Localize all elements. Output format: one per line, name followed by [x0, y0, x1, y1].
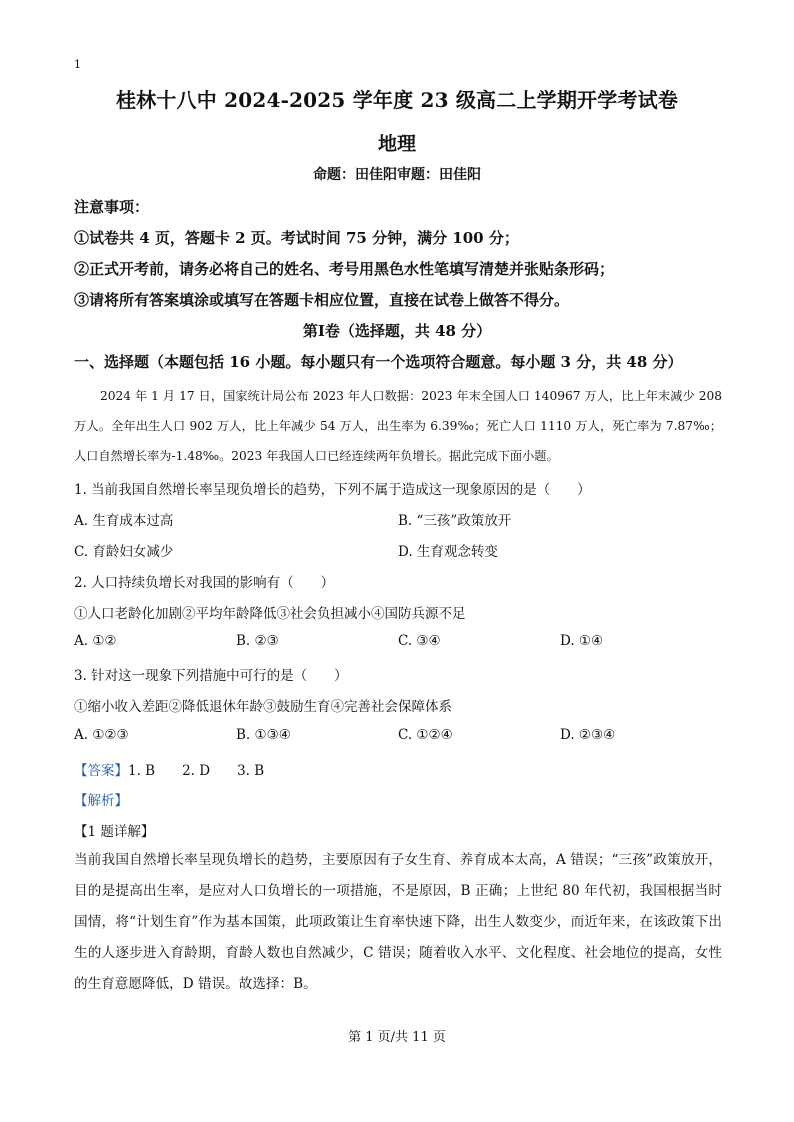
option-d: D. 生育观念转变: [398, 544, 498, 560]
answer-text: 1. B 2. D 3. B: [128, 763, 265, 779]
option-c: C. 育龄妇女减少: [74, 544, 174, 560]
option-b: B. ①③④: [236, 727, 291, 743]
option-a: A. 生育成本过高: [74, 513, 174, 529]
option-a: A. ①②③: [74, 727, 129, 743]
option-a: A. ①②: [74, 633, 117, 649]
subject-title: 地理: [377, 133, 416, 155]
question-statements: ①人口老龄化加剧②平均年龄降低③社会负担减小④国防兵源不足: [74, 606, 466, 622]
notice-heading: 注意事项：: [74, 198, 150, 216]
section-title: 第Ⅰ卷（选择题，共 48 分）: [302, 322, 492, 340]
reading-material: 2024 年 1 月 17 日，国家统计局公布 2023 年人口数据：2023 年末全国人口 140967 万人，比上年末减少 208 万人。全年出生人口 902 万人，比上年减少 54 万人，出生率为 6.39‰；死亡人口 1110 万人，死亡率为 7.87‰；人口自然增长率为-1.48‰。2023 年我国人口已经连续两年负增长。据此完成下面小题。: [74, 389, 722, 463]
authors-line: 命题：田佳阳审题：田佳阳: [313, 167, 481, 183]
option-d: D. ①④: [560, 633, 604, 649]
notice-item: ①试卷共 4 页，答题卡 2 页。考试时间 75 分钟，满分 100 分；: [74, 229, 519, 247]
option-c: C. ①②④: [398, 727, 453, 743]
option-b: B. “三孩”政策放开: [398, 513, 512, 529]
answer-tag: 【答案】: [74, 763, 128, 779]
question-stem: 1. 当前我国自然增长率呈现负增长的趋势，下列不属于造成这一现象原因的是（ ）: [74, 482, 591, 498]
exam-title: 桂林十八中 2024-2025 学年度 23 级高二上学期开学考试卷: [115, 88, 679, 112]
notice-item: ③请将所有答案填涂或填写在答题卡相应位置，直接在试卷上做答不得分。: [74, 291, 570, 309]
answer-line: [74, 759, 264, 779]
detail-heading: 【1 题详解】: [74, 824, 155, 840]
option-b: B. ②③: [236, 633, 279, 649]
page-marker: 1: [74, 58, 81, 71]
question-stem: 3. 针对这一现象下列措施中可行的是（ ）: [74, 668, 348, 684]
analysis-tag: 【解析】: [74, 793, 128, 809]
question-statements: ①缩小收入差距②降低退休年龄③鼓励生育④完善社会保障体系: [74, 699, 452, 715]
option-c: C. ③④: [398, 633, 441, 649]
question-type-heading: 一、选择题（本题包括 16 小题。每小题只有一个选项符合题意。每小题 3 分，共 48 分）: [74, 353, 683, 371]
detail-text: 当前我国自然增长率呈现负增长的趋势，主要原因有子女生育、养育成本太高，A 错误；“三孩”政策放开，目的是提高出生率，是应对人口负增长的一项措施，不是原因，B 正确；上世纪 80 年代初，我国根据当时国情，将“计划生育”作为基本国策，此项政策让生育率快速下降，出生人数变少，而近年来，在该政策下出生的人逐步进入育龄期，育龄人数也自然减少，C 错误；随着收入水平、文化程度、社会地位的提高，女性的生育意愿降低，D 错误。故选择：B。: [74, 852, 722, 992]
page-footer: 第 1 页/共 11 页: [348, 1030, 446, 1045]
notice-item: ②正式开考前，请务必将自己的姓名、考号用黑色水性笔填写清楚并张贴条形码；: [74, 260, 615, 278]
question-stem: 2. 人口持续负增长对我国的影响有（ ）: [74, 575, 335, 591]
option-d: D. ②③④: [560, 727, 616, 743]
